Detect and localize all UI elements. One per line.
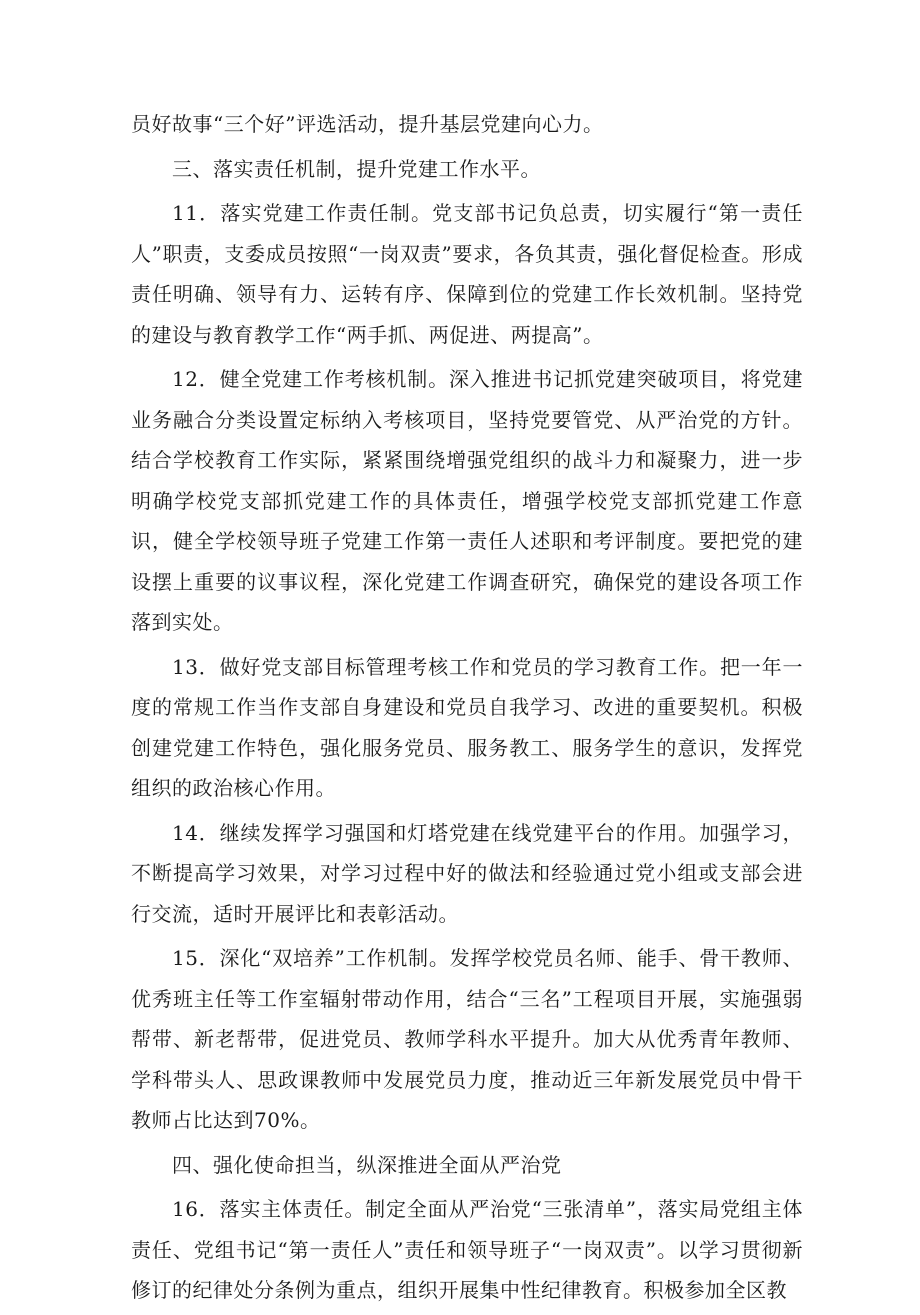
section-heading-4: 四、强化使命担当，纵深推进全面从严治党 — [172, 1152, 562, 1177]
paragraph-continuation: 员好故事“三个好”评选活动，提升基层党建向心力。 — [131, 112, 604, 136]
item-14: 14．继续发挥学习强国和灯塔党建在线党建平台的作用。加强学习，不断提高学习效果，对学习过程中好的做法和经验通过党小组或支部会进行交流，适时开展评比和表彰活动。 — [131, 820, 803, 926]
item-13: 13．做好党支部目标管理考核工作和党员的学习教育工作。把一年一度的常规工作当作支部自身建设和党员自我学习、改进的重要契机。积极创建党建工作特色，强化服务党员、服务教工、服务学生的意识，发挥党组织的政治核心作用。 — [131, 654, 803, 800]
item-12: 12．健全党建工作考核机制。深入推进书记抓党建突破项目，将党建业务融合分类设置定标纳入考核项目，坚持党要管党、从严治党的方针。结合学校教育工作实际，紧紧围绕增强党组织的战斗力和凝聚力，进一步明确学校党支部抓党建工作的具体责任，增强学校党支部抓党建工作意识，健全学校领导班子党建工作第一责任人述职和考评制度。要把党的建设摆上重要的议事议程，深化党建工作调查研究，确保党的建设各项工作落到实处。 — [131, 367, 803, 634]
item-16: 16．落实主体责任。制定全面从严治党“三张清单”，落实局党组主体责任、党组书记“第一责任人”责任和领导班子“一岗双责”。以学习贯彻新修订的纪律处分条例为重点，组织开展集中性纪律教育。积极参加全区教 — [131, 1197, 803, 1302]
item-11: 11．落实党建工作责任制。党支部书记负总责，切实履行“第一责任人”职责，支委成员按照“一岗双责”要求，各负其责，强化督促检查。形成责任明确、领导有力、运转有序、保障到位的党建工作长效机制。坚持党的建设与教育教学工作“两手抓、两促进、两提高”。 — [131, 201, 803, 347]
document-page — [131, 104, 803, 1315]
item-15: 15．深化“双培养”工作机制。发挥学校党员名师、能手、骨干教师、优秀班主任等工作室辐射带动作用，结合“三名”工程项目开展，实施强弱帮带、新老帮带，促进党员、教师学科水平提升。加大从优秀青年教师、学科带头人、思政课教师中发展党员力度，推动近三年新发展党员中骨干教师占比达到70%。 — [131, 946, 803, 1132]
section-heading-3: 三、落实责任机制，提升党建工作水平。 — [172, 156, 541, 181]
